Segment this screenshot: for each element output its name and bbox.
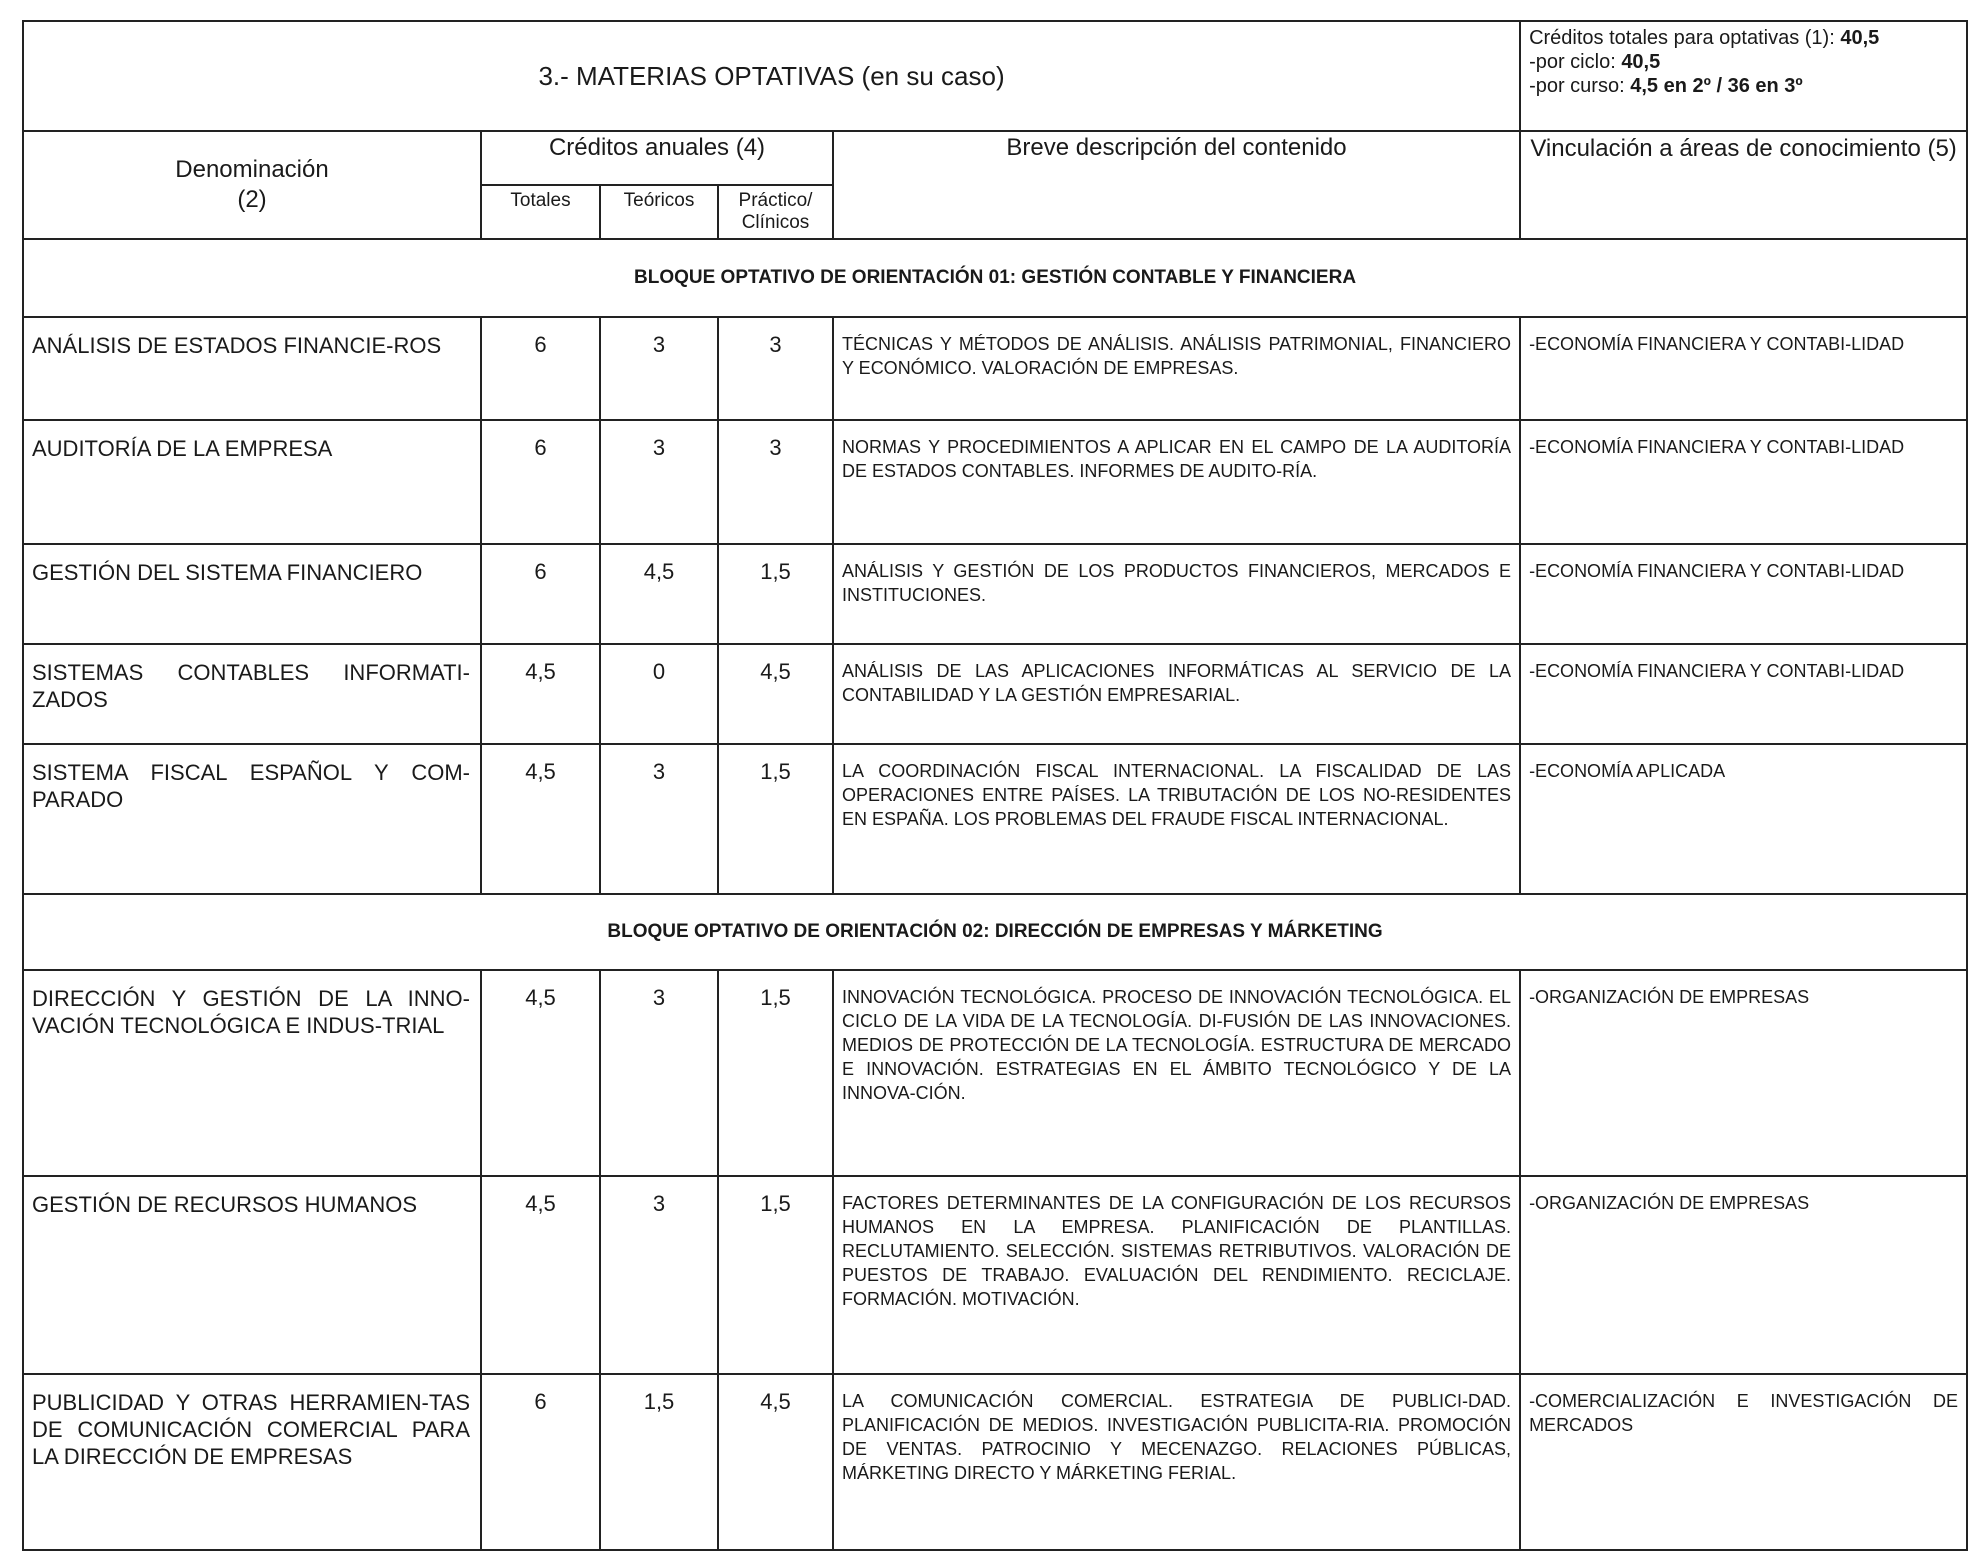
per-course-label: -por curso: bbox=[1529, 75, 1631, 97]
column-descripcion: Breve descripción del contenido bbox=[833, 131, 1520, 239]
knowledge-area: -ECONOMÍA FINANCIERA Y CONTABI-LIDAD bbox=[1520, 544, 1967, 644]
block-header bbox=[23, 239, 1967, 317]
credits-practicos: 1,5 bbox=[718, 544, 833, 644]
block-header bbox=[23, 894, 1967, 970]
subject-name: AUDITORÍA DE LA EMPRESA bbox=[23, 420, 481, 544]
knowledge-area: -ECONOMÍA APLICADA bbox=[1520, 744, 1967, 894]
table-row bbox=[23, 420, 1967, 544]
subject-description: NORMAS Y PROCEDIMIENTOS A APLICAR EN EL CAMPO DE LA AUDITORÍA DE ESTADOS CONTABLES. INFORMES DE AUDITO-RÍA. bbox=[833, 420, 1520, 544]
subject-name: SISTEMAS CONTABLES INFORMATI-ZADOS bbox=[23, 644, 481, 744]
table-row bbox=[23, 1176, 1967, 1374]
column-creditos: Créditos anuales (4) bbox=[481, 131, 833, 185]
column-denominacion-label: Denominación bbox=[175, 156, 329, 183]
optativas-table bbox=[22, 20, 1968, 1551]
credits-practicos: 4,5 bbox=[718, 1374, 833, 1550]
knowledge-area: -ECONOMÍA FINANCIERA Y CONTABI-LIDAD bbox=[1520, 317, 1967, 420]
credits-totales: 6 bbox=[481, 544, 600, 644]
subject-name: PUBLICIDAD Y OTRAS HERRAMIEN-TAS DE COMUNICACIÓN COMERCIAL PARA LA DIRECCIÓN DE EMPRESAS bbox=[23, 1374, 481, 1550]
column-teoricos: Teóricos bbox=[600, 185, 718, 239]
subject-description: ANÁLISIS Y GESTIÓN DE LOS PRODUCTOS FINANCIEROS, MERCADOS E INSTITUCIONES. bbox=[833, 544, 1520, 644]
knowledge-area: -ECONOMÍA FINANCIERA Y CONTABI-LIDAD bbox=[1520, 644, 1967, 744]
credits-totales: 4,5 bbox=[481, 644, 600, 744]
block-title: BLOQUE OPTATIVO DE ORIENTACIÓN 01: GESTIÓN CONTABLE Y FINANCIERA bbox=[23, 239, 1967, 317]
subject-description: ANÁLISIS DE LAS APLICACIONES INFORMÁTICAS AL SERVICIO DE LA CONTABILIDAD Y LA GESTIÓN EMPRESARIAL. bbox=[833, 644, 1520, 744]
table-row bbox=[23, 644, 1967, 744]
subject-description: TÉCNICAS Y MÉTODOS DE ANÁLISIS. ANÁLISIS PATRIMONIAL, FINANCIERO Y ECONÓMICO. VALORACIÓN DE EMPRESAS. bbox=[833, 317, 1520, 420]
subject-name: ANÁLISIS DE ESTADOS FINANCIE-ROS bbox=[23, 317, 481, 420]
column-vinculacion: Vinculación a áreas de conocimiento (5) bbox=[1520, 131, 1967, 239]
knowledge-area: -ORGANIZACIÓN DE EMPRESAS bbox=[1520, 1176, 1967, 1374]
credits-totales: 4,5 bbox=[481, 744, 600, 894]
subject-description: INNOVACIÓN TECNOLÓGICA. PROCESO DE INNOVACIÓN TECNOLÓGICA. EL CICLO DE LA VIDA DE LA TECNOLOGÍA. DI-FUSIÓN DE LAS INNOVACIONES. MEDIOS DE PROTECCIÓN DE LA TECNOLOGÍA. ESTRUCTURA DE MERCADO E INNOVACIÓN. ESTRATEGIAS EN EL ÁMBITO TECNOLÓGICO Y DE LA INNOVA-CIÓN. bbox=[833, 970, 1520, 1176]
credits-practicos: 4,5 bbox=[718, 644, 833, 744]
subject-name: DIRECCIÓN Y GESTIÓN DE LA INNO-VACIÓN TECNOLÓGICA E INDUS-TRIAL bbox=[23, 970, 481, 1176]
knowledge-area: -COMERCIALIZACIÓN E INVESTIGACIÓN DE MERCADOS bbox=[1520, 1374, 1967, 1550]
per-cycle-value: 40,5 bbox=[1621, 51, 1661, 73]
subject-description: LA COORDINACIÓN FISCAL INTERNACIONAL. LA FISCALIDAD DE LAS OPERACIONES ENTRE PAÍSES. LA TRIBUTACIÓN DE LOS NO-RESIDENTES EN ESPAÑA. LOS PROBLEMAS DEL FRAUDE FISCAL INTERNACIONAL. bbox=[833, 744, 1520, 894]
credits-practicos: 3 bbox=[718, 420, 833, 544]
credits-totales: 4,5 bbox=[481, 970, 600, 1176]
document-page bbox=[22, 20, 1966, 1551]
page-title: 3.- MATERIAS OPTATIVAS (en su caso) bbox=[23, 21, 1520, 131]
credits-teoricos: 3 bbox=[600, 744, 718, 894]
column-denominacion-ref: (2) bbox=[237, 186, 267, 213]
credits-totales: 6 bbox=[481, 420, 600, 544]
knowledge-area: -ECONOMÍA FINANCIERA Y CONTABI-LIDAD bbox=[1520, 420, 1967, 544]
block-title: BLOQUE OPTATIVO DE ORIENTACIÓN 02: DIRECCIÓN DE EMPRESAS Y MÁRKETING bbox=[23, 894, 1967, 970]
subject-description: LA COMUNICACIÓN COMERCIAL. ESTRATEGIA DE PUBLICI-DAD. PLANIFICACIÓN DE MEDIOS. INVESTIGACIÓN PUBLICITA-RIA. PROMOCIÓN DE VENTAS. PATROCINIO Y MECENAZGO. RELACIONES PÚBLICAS, MÁRKETING DIRECTO Y MÁRKETING FERIAL. bbox=[833, 1374, 1520, 1550]
credits-practicos: 1,5 bbox=[718, 1176, 833, 1374]
table-row bbox=[23, 544, 1967, 644]
credits-summary bbox=[1520, 21, 1967, 131]
credits-practicos: 1,5 bbox=[718, 970, 833, 1176]
column-denominacion bbox=[23, 131, 481, 239]
credits-totales: 6 bbox=[481, 317, 600, 420]
knowledge-area: -ORGANIZACIÓN DE EMPRESAS bbox=[1520, 970, 1967, 1176]
per-cycle-label: -por ciclo: bbox=[1529, 51, 1622, 73]
table-row bbox=[23, 970, 1967, 1176]
credits-practicos: 3 bbox=[718, 317, 833, 420]
table-row bbox=[23, 317, 1967, 420]
column-practicos: Práctico/ Clínicos bbox=[718, 185, 833, 239]
credits-totales: 6 bbox=[481, 1374, 600, 1550]
subject-name: SISTEMA FISCAL ESPAÑOL Y COM-PARADO bbox=[23, 744, 481, 894]
per-course-value: 4,5 en 2º / 36 en 3º bbox=[1630, 75, 1803, 97]
table-row bbox=[23, 1374, 1967, 1550]
credits-total-value: 40,5 bbox=[1840, 27, 1880, 49]
table-row bbox=[23, 744, 1967, 894]
credits-teoricos: 3 bbox=[600, 420, 718, 544]
credits-practicos: 1,5 bbox=[718, 744, 833, 894]
credits-teoricos: 1,5 bbox=[600, 1374, 718, 1550]
credits-total-label: Créditos totales para optativas (1): bbox=[1529, 27, 1841, 49]
credits-teoricos: 3 bbox=[600, 1176, 718, 1374]
subject-name: GESTIÓN DE RECURSOS HUMANOS bbox=[23, 1176, 481, 1374]
credits-teoricos: 3 bbox=[600, 970, 718, 1176]
credits-teoricos: 0 bbox=[600, 644, 718, 744]
credits-teoricos: 3 bbox=[600, 317, 718, 420]
credits-teoricos: 4,5 bbox=[600, 544, 718, 644]
credits-totales: 4,5 bbox=[481, 1176, 600, 1374]
subject-description: FACTORES DETERMINANTES DE LA CONFIGURACIÓN DE LOS RECURSOS HUMANOS EN LA EMPRESA. PLANIFICACIÓN DE PLANTILLAS. RECLUTAMIENTO. SELECCIÓN. SISTEMAS RETRIBUTIVOS. VALORACIÓN DE PUESTOS DE TRABAJO. EVALUACIÓN DEL RENDIMIENTO. RECICLAJE. FORMACIÓN. MOTIVACIÓN. bbox=[833, 1176, 1520, 1374]
title-row bbox=[23, 21, 1967, 131]
header-row bbox=[23, 131, 1967, 185]
subject-name: GESTIÓN DEL SISTEMA FINANCIERO bbox=[23, 544, 481, 644]
column-totales: Totales bbox=[481, 185, 600, 239]
